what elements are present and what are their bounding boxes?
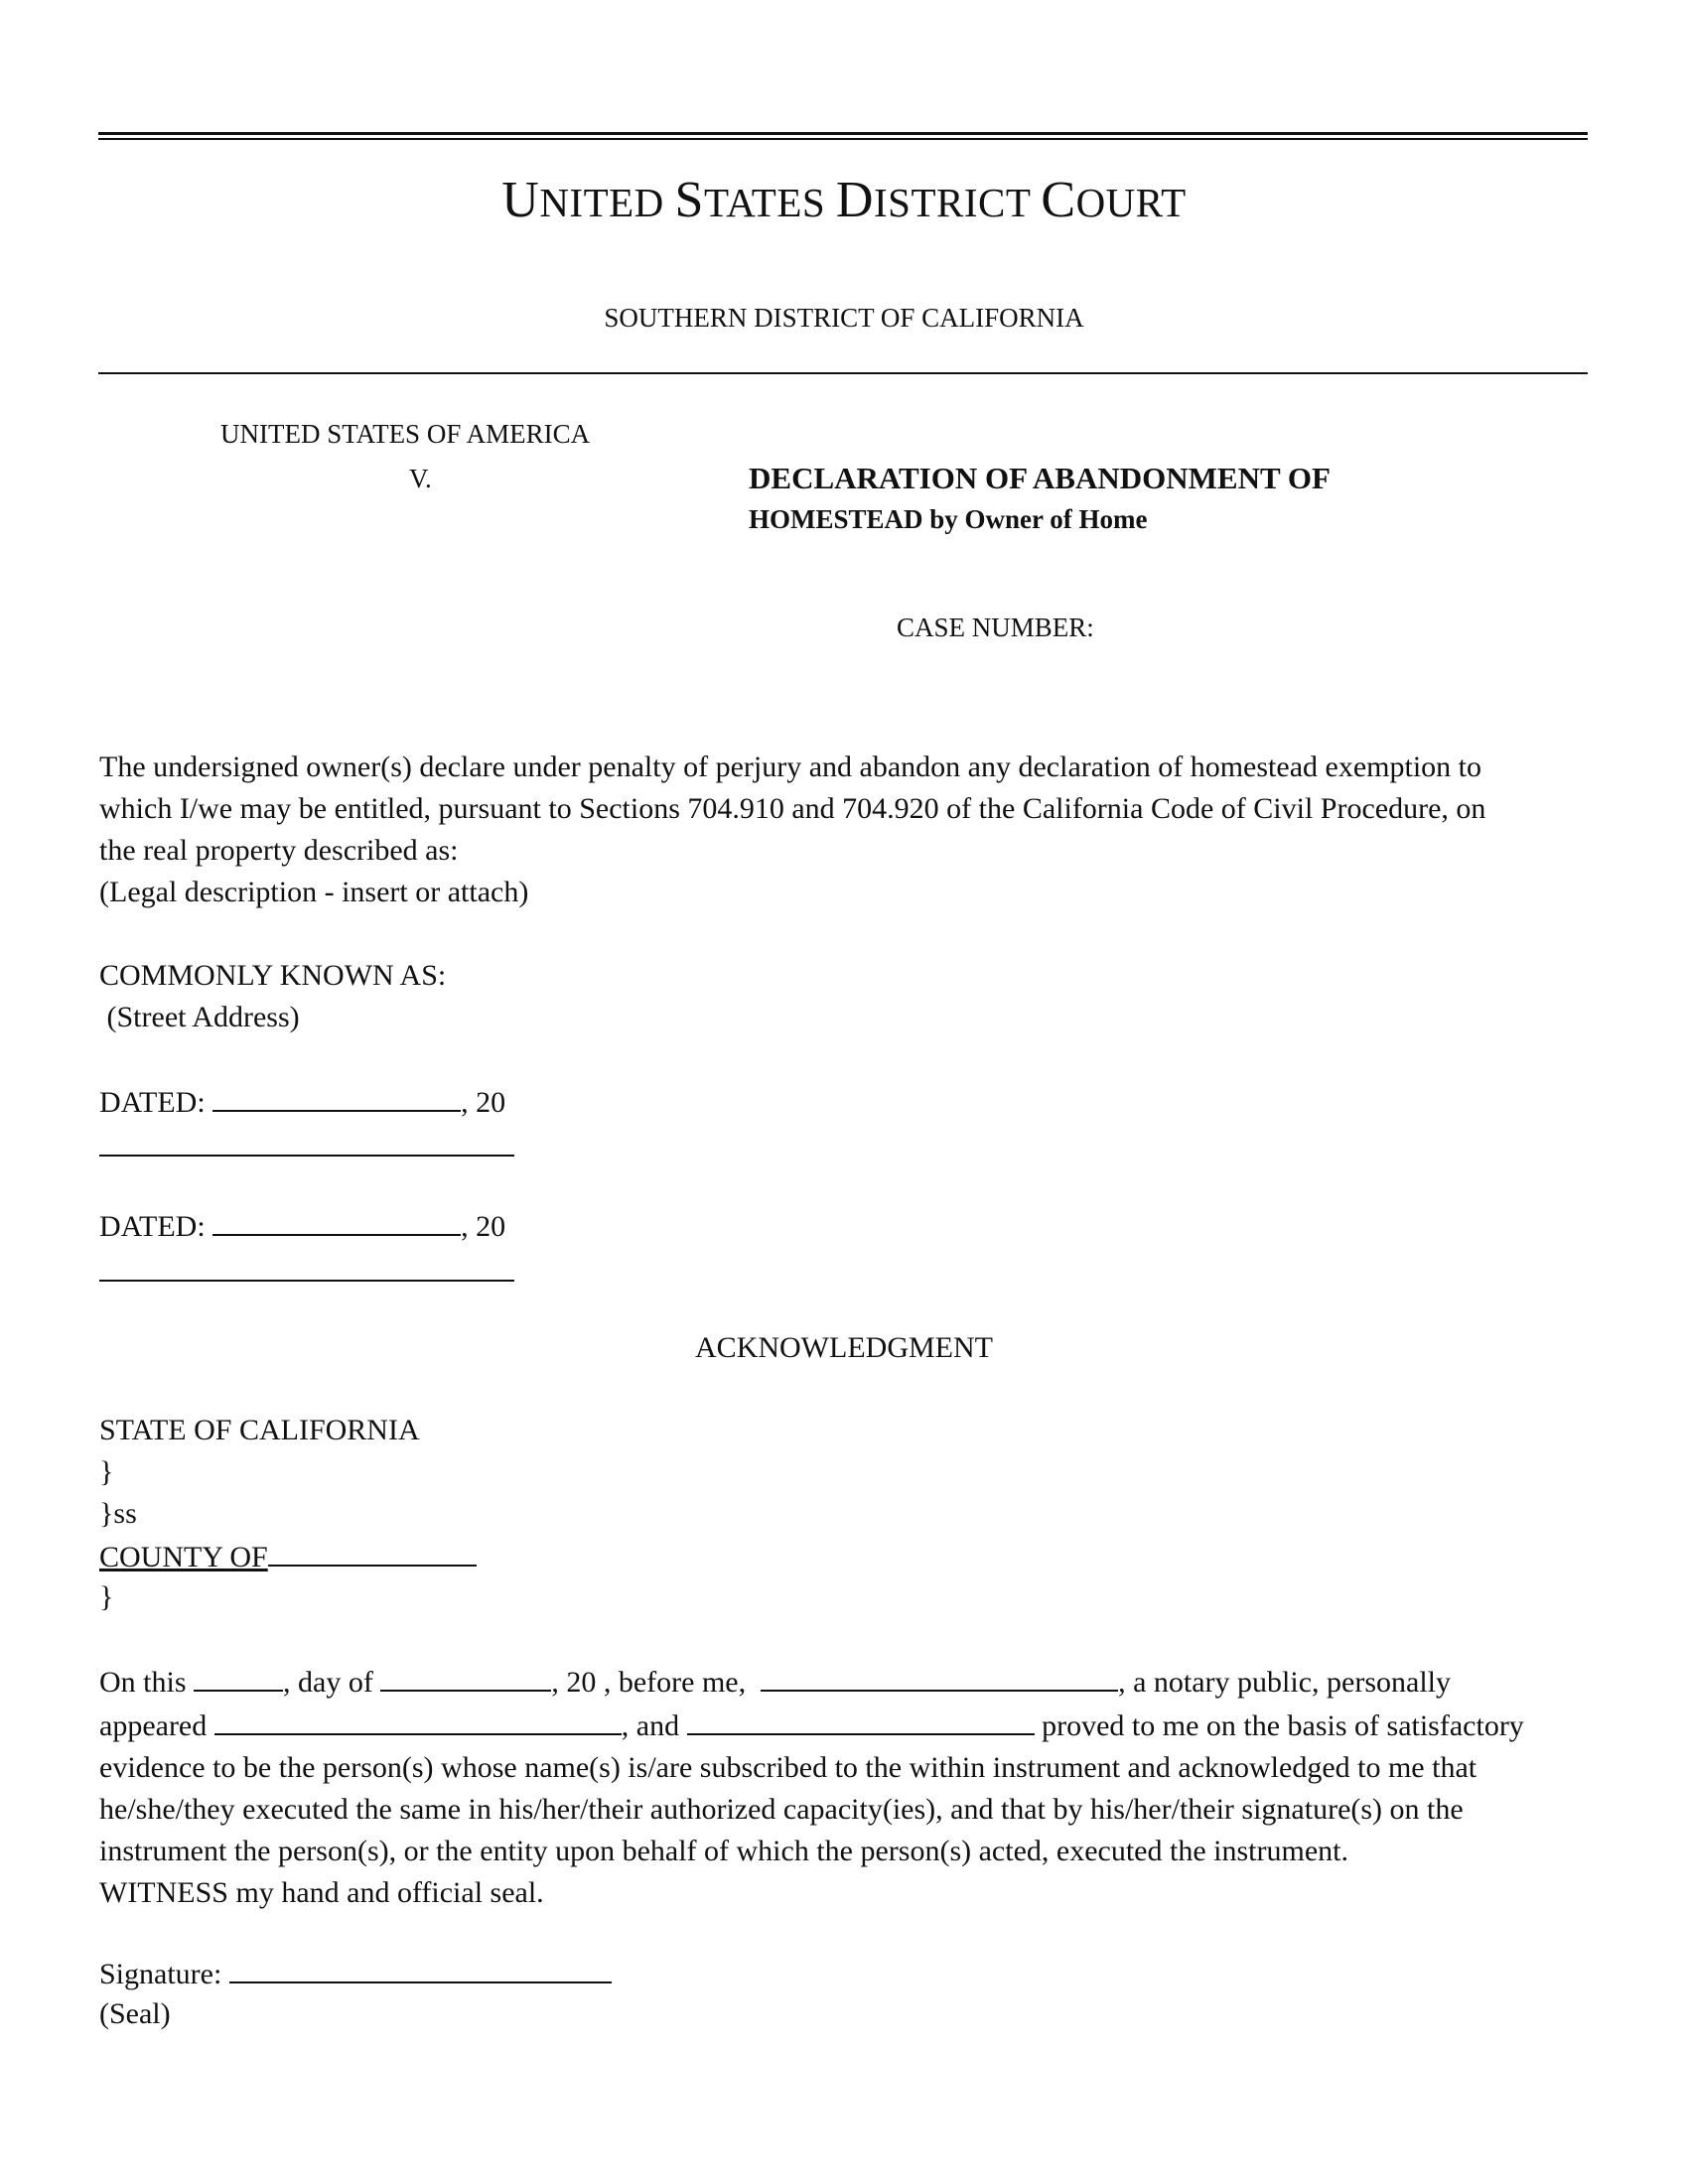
district-name: SOUTHERN DISTRICT OF CALIFORNIA [604,303,1084,333]
header-double-rule-top [98,132,1588,135]
case-number-label: CASE NUMBER: [897,613,1094,642]
date-field-2[interactable] [212,1204,461,1236]
venue-brace: } [99,1580,114,1613]
document-title-line2: HOMESTEAD by Owner of Home [749,504,1148,534]
venue-state: STATE OF CALIFORNIA [99,1414,420,1446]
plaintiff-name: UNITED STATES OF AMERICA [220,419,591,449]
notary-line: evidence to be the person(s) whose name(s) is/are subscribed to the within instrument and acknowledged to me that [99,1751,1477,1784]
appeared-name-field-1[interactable] [214,1704,622,1735]
signature-row [99,1952,612,1995]
seal-label: (Seal) [99,1997,171,2030]
notary-line-1: On this , day of , 20 , before me, , a notary public, personally [99,1660,1589,1704]
notary-name-field[interactable] [761,1660,1118,1692]
witness-line: WITNESS my hand and official seal. [99,1876,544,1909]
acknowledgment-heading: ACKNOWLEDGMENT [695,1331,993,1364]
notary-paragraph [99,1660,1589,1914]
signature-label: Signature: [99,1958,222,1990]
dated-line-1 [99,1080,505,1124]
versus-label: V. [409,464,432,493]
signature-line-1[interactable] [99,1155,514,1157]
street-address-note: (Street Address) [99,1001,300,1033]
declaration-line: which I/we may be entitled, pursuant to Sections 704.910 and 704.920 of the California Code of Civil Procedure, on [99,792,1486,825]
declaration-paragraph [99,747,1589,913]
dated-line-2 [99,1204,505,1248]
venue-brace: } [99,1455,114,1488]
county-field[interactable] [268,1535,477,1567]
county-label: COUNTY OF [99,1541,268,1573]
notary-line: he/she/they executed the same in his/her/their authorized capacity(ies), and that by his/her/their signature(s) on the [99,1793,1464,1826]
declaration-line: the real property described as: [99,834,459,867]
day-field[interactable] [194,1660,283,1692]
header-bottom-rule [98,372,1588,374]
notary-line-2: appeared , and proved to me on the basis of satisfactory [99,1704,1589,1747]
commonly-known-as-label: COMMONLY KNOWN AS: [99,959,447,992]
dated-year-prefix: , 20 [461,1086,506,1119]
date-field-1[interactable] [212,1080,461,1112]
signature-line-2[interactable] [99,1280,514,1282]
notary-signature-field[interactable] [229,1952,612,1983]
document-title-line1: DECLARATION OF ABANDONMENT OF [749,461,1331,495]
venue-ss: }ss [99,1497,137,1530]
dated-label: DATED: [99,1210,206,1243]
declaration-line: The undersigned owner(s) declare under penalty of perjury and abandon any declaration of homestead exemption to [99,751,1481,783]
court-title: UNITED STATES DISTRICT COURT [501,172,1187,228]
dated-year-prefix: , 20 [461,1210,506,1243]
month-field[interactable] [380,1660,551,1692]
appeared-name-field-2[interactable] [687,1704,1035,1735]
header-double-rule-bottom [98,138,1588,140]
venue-county [99,1535,477,1578]
legal-description-note: (Legal description - insert or attach) [99,876,529,908]
dated-label: DATED: [99,1086,206,1119]
notary-line: instrument the person(s), or the entity upon behalf of which the person(s) acted, executed the instrument. [99,1835,1348,1867]
